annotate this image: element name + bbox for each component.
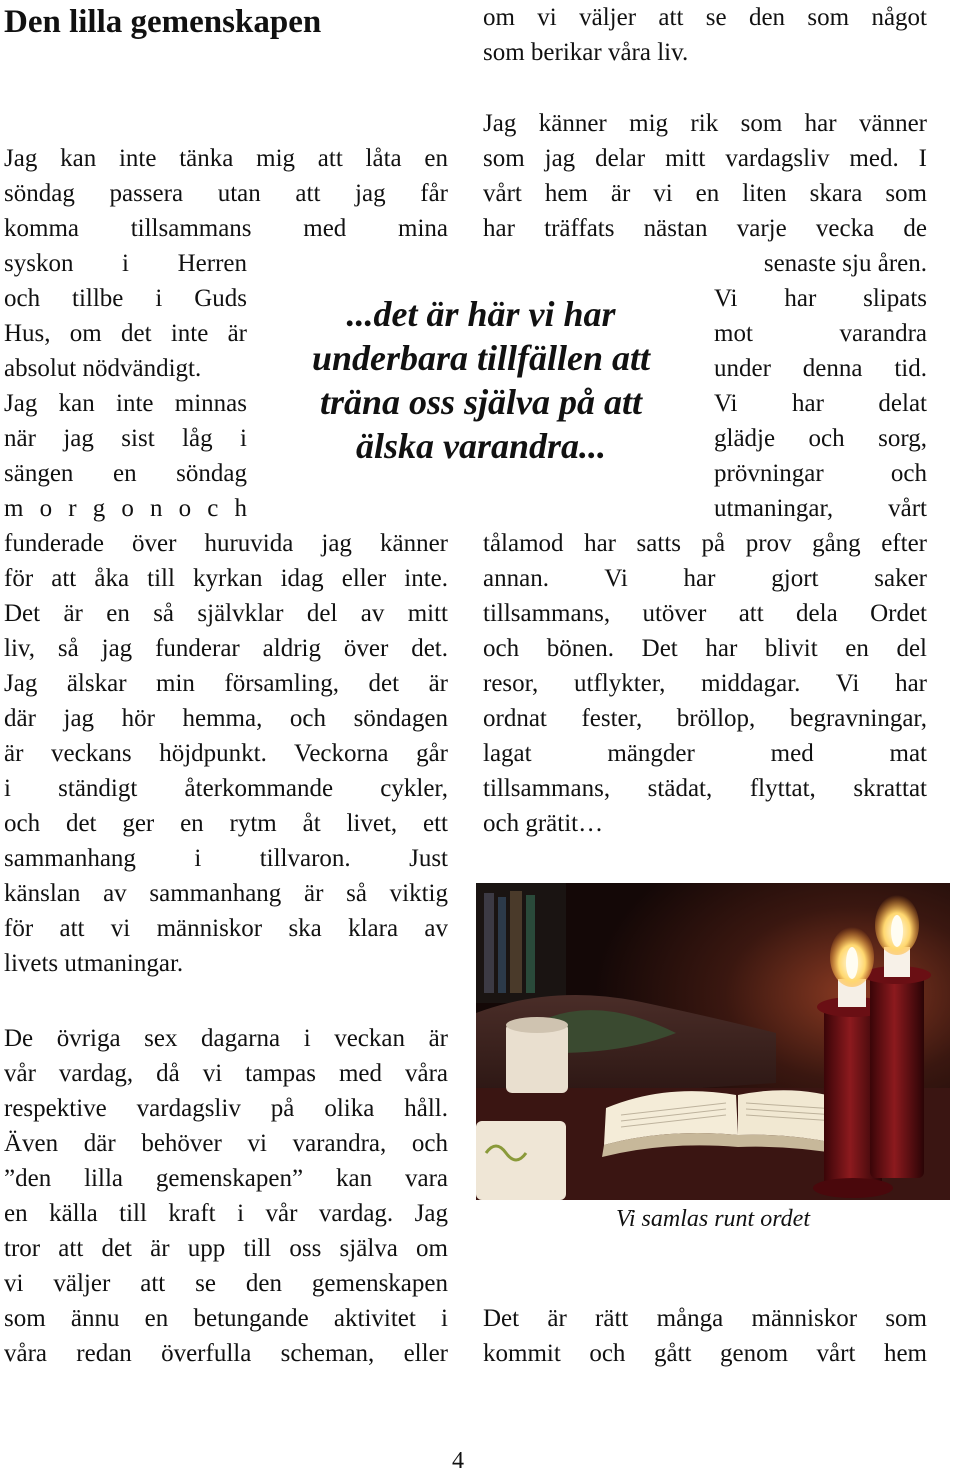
pull-quote-line: älska varandra... — [355, 426, 607, 466]
body-line: Hus, om det inte är — [4, 320, 247, 347]
body-line: livets utmaningar. — [4, 950, 184, 977]
body-line: glädje och sorg, — [714, 425, 927, 452]
body-line: känslan av sammanhang är så viktig — [4, 880, 448, 907]
body-line: och tillbe i Guds — [4, 285, 247, 312]
body-line: Även där behöver vi varandra, och — [4, 1130, 448, 1157]
body-line: absolut nödvändigt. — [4, 355, 202, 382]
body-line: prövningar och — [714, 460, 927, 487]
body-line: Det är en så självklar del av mitt — [4, 600, 448, 627]
body-line: om vi väljer att se den som något — [483, 4, 927, 31]
body-line: våra redan överfulla scheman, eller — [4, 1340, 448, 1367]
body-line: vårt hem är vi en liten skara som — [483, 180, 927, 207]
body-line: är veckans höjdpunkt. Veckorna går — [4, 740, 448, 767]
body-line: och grätit… — [483, 810, 604, 837]
body-line: som berikar våra liv. — [483, 39, 689, 66]
body-line: vi väljer att se den gemenskapen — [4, 1270, 448, 1297]
body-line: för att åka till kyrkan idag eller inte. — [4, 565, 448, 592]
body-line: senaste sju åren. — [763, 250, 927, 277]
body-line: resor, utflykter, middagar. Vi har — [483, 670, 927, 697]
body-line: när jag sist låg i — [4, 425, 247, 452]
body-line: m o r g o n o c h — [4, 495, 247, 522]
body-line: i ständigt återkommande cykler, — [4, 775, 448, 802]
body-line: Vi har slipats — [714, 285, 927, 312]
body-line: har träffats nästan varje vecka de — [483, 215, 927, 242]
article-title: Den lilla gemenskapen — [4, 4, 322, 40]
page-number: 4 — [452, 1448, 464, 1474]
body-line: en källa till kraft i vår vardag. Jag — [4, 1200, 448, 1227]
body-line: tror att det är upp till oss själva om — [4, 1235, 448, 1262]
body-line: De övriga sex dagarna i veckan är — [4, 1025, 448, 1052]
body-line: sammanhang i tillvaron. Just — [4, 845, 448, 872]
body-line: Jag känner mig rik som har vänner — [483, 110, 927, 137]
body-line: som ännu en betungande aktivitet i — [4, 1305, 448, 1332]
body-line: och bönen. Det har blivit en del — [483, 635, 927, 662]
body-line: komma tillsammans med mina — [4, 215, 448, 242]
body-line: och det ger en rytm åt livet, ett — [4, 810, 448, 837]
photo-caption: Vi samlas runt ordet — [615, 1206, 810, 1232]
body-line: tillsammans, utöver att dela Ordet — [483, 600, 927, 627]
body-line: där jag hör hemma, och söndagen — [4, 705, 448, 732]
body-line: för att vi människor ska klara av — [4, 915, 448, 942]
pull-quote — [283, 292, 679, 468]
body-line: söndag passera utan att jag får — [4, 180, 448, 207]
body-line: kommit och gått genom vårt hem — [483, 1340, 927, 1367]
candles-bible-photo — [476, 883, 950, 1200]
body-line: utmaningar, vårt — [714, 495, 927, 522]
body-line: Det är rätt många människor som — [483, 1305, 927, 1332]
body-line: Vi har delat — [714, 390, 927, 417]
body-line: ”den lilla gemenskapen” kan vara — [4, 1165, 448, 1192]
body-line: mot varandra — [714, 320, 927, 347]
body-line: som jag delar mitt vardagsliv med. I — [483, 145, 927, 172]
body-line: tillsammans, städat, flyttat, skrattat — [483, 775, 927, 802]
pull-quote-line: ...det är här vi har — [346, 294, 616, 334]
body-line: syskon i Herren — [4, 250, 247, 277]
body-line: funderade över huruvida jag känner — [4, 530, 448, 557]
body-line: tålamod har satts på prov gång efter — [483, 530, 927, 557]
body-line: vår vardag, då vi tampas med våra — [4, 1060, 448, 1087]
body-line: Jag kan inte minnas — [4, 390, 247, 417]
body-line: liv, så jag funderar aldrig över det. — [4, 635, 448, 662]
body-line: lagat mängder med mat — [483, 740, 927, 767]
body-line: Jag älskar min församling, det är — [4, 670, 448, 697]
pull-quote-line: träna oss själva på att — [319, 382, 643, 422]
body-line: ordnat fester, bröllop, begravningar, — [483, 705, 927, 732]
body-line: respektive vardagsliv på olika håll. — [4, 1095, 448, 1122]
body-line: Jag kan inte tänka mig att låta en — [4, 145, 448, 172]
pull-quote-line: underbara tillfällen att — [311, 338, 651, 378]
body-line: annan. Vi har gjort saker — [483, 565, 927, 592]
body-line: under denna tid. — [714, 355, 927, 382]
body-line: sängen en söndag — [4, 460, 247, 487]
